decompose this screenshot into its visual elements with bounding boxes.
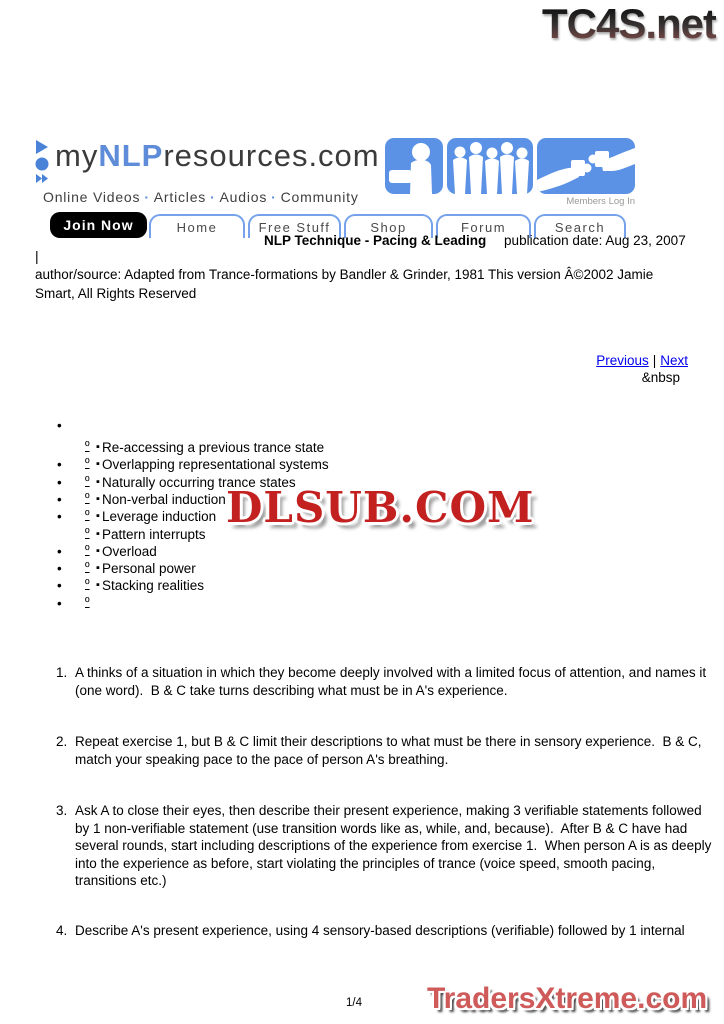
play-icon — [36, 140, 48, 154]
fast-forward-icon — [36, 174, 48, 183]
list-item — [50, 578, 480, 596]
square-bullet-icon: ▪ — [96, 562, 100, 574]
disc-bullet-icon: • — [57, 596, 62, 611]
tab-free-stuff[interactable]: Free Stuff — [248, 214, 341, 238]
banner-community-group-icon — [447, 138, 533, 194]
ordinal-marker-icon: º — [85, 543, 90, 557]
list-item — [50, 440, 480, 458]
list-item-text: Naturally occurring trance states — [102, 475, 296, 490]
tab-home[interactable]: Home — [149, 214, 245, 238]
tab-shop[interactable]: Shop — [344, 214, 433, 238]
square-bullet-icon: ▪ — [96, 528, 100, 540]
tagline-item: Audios — [219, 189, 268, 205]
disc-bullet-icon: • — [57, 492, 62, 507]
publication-date: publication date: Aug 23, 2007 — [504, 233, 686, 248]
next-link[interactable]: Next — [660, 353, 688, 368]
tagline-separator-icon: · — [144, 189, 150, 205]
pipe-character: | — [35, 248, 39, 264]
list-item-text: Overload — [102, 544, 157, 559]
logo-text — [55, 138, 380, 174]
site-tagline — [43, 189, 380, 205]
banner-puzzle-hands-icon — [537, 138, 635, 194]
square-bullet-icon: ▪ — [96, 545, 100, 557]
list-item — [50, 596, 480, 614]
dot-icon — [36, 158, 49, 171]
disc-bullet-icon: • — [57, 509, 62, 524]
tagline-separator-icon: · — [271, 189, 277, 205]
exercise-text: Ask A to close their eyes, then describe their present experience, making 3 verifiable statements followed by 1 non-verifiable statement (use transition words like as, while, and, because). After B & C have had several rounds, start including descriptions of the experience from exercise 1. When person A is as deeply into the experience as before, start violating the principles of trance (voice speed, smooth pacing, transitions etc.) — [75, 803, 716, 888]
exercise-item — [56, 922, 716, 940]
logo-prefix: my — [55, 138, 99, 173]
tab-forum[interactable]: Forum — [436, 214, 531, 238]
tagline-item: Articles — [153, 189, 207, 205]
ordinal-marker-icon: º — [85, 491, 90, 505]
site-logo[interactable] — [33, 138, 380, 205]
square-bullet-icon: ▪ — [96, 476, 100, 488]
header-banner — [385, 138, 635, 208]
list-item-text: Re-accessing a previous trance state — [102, 440, 325, 455]
exercise-item — [56, 664, 716, 699]
list-item-text: Non-verbal induction — [102, 492, 226, 507]
exercise-number: 3. — [56, 803, 68, 818]
list-item — [50, 544, 480, 562]
ordinal-marker-icon: º — [85, 526, 90, 540]
article-title-row — [264, 233, 686, 248]
exercise-number: 1. — [56, 665, 68, 680]
list-item — [50, 418, 480, 436]
list-item-text: Pattern interrupts — [102, 527, 206, 542]
author-source: author/source: Adapted from Trance-formations by Bandler & Grinder, 1981 This version Â©2002 Jamie Smart, All Rights Reserved — [35, 267, 654, 301]
tc4s-watermark: TC4S.net — [541, 0, 716, 47]
square-bullet-icon: ▪ — [96, 441, 100, 453]
page-number: 1/4 — [346, 997, 362, 1009]
ordinal-marker-icon: º — [85, 439, 90, 453]
disc-bullet-icon: • — [57, 457, 62, 472]
tagline-item: Community — [280, 189, 359, 205]
pagination-links — [596, 353, 688, 368]
media-player-icon — [33, 140, 53, 186]
tagline-item: Online Videos — [43, 189, 141, 205]
disc-bullet-icon: • — [57, 578, 62, 593]
disc-bullet-icon: • — [57, 475, 62, 490]
article-pagination — [596, 353, 688, 385]
square-bullet-icon: ▪ — [96, 579, 100, 591]
banner-video-person-icon — [385, 138, 443, 194]
disc-bullet-icon: • — [57, 544, 62, 559]
list-item-text: Leverage induction — [102, 509, 217, 524]
logo-suffix: resources.com — [163, 138, 380, 173]
previous-link[interactable]: Previous — [596, 353, 649, 368]
ordinal-marker-icon: º — [85, 508, 90, 522]
tab-join-now[interactable]: Join Now — [50, 212, 147, 238]
square-bullet-icon: ▪ — [96, 510, 100, 522]
exercise-item — [56, 802, 716, 890]
tab-search[interactable]: Search — [534, 214, 626, 238]
list-item-text: Overlapping representational systems — [102, 457, 329, 472]
ordinal-marker-icon: º — [85, 595, 90, 609]
members-log-in-link[interactable]: Members Log In — [566, 196, 635, 207]
exercise-number: 2. — [56, 734, 68, 749]
tagline-separator-icon: · — [210, 189, 216, 205]
list-item-text: Personal power — [102, 561, 196, 576]
logo-highlight: NLP — [98, 138, 164, 173]
exercise-text: A thinks of a situation in which they become deeply involved with a limited focus of attention, and names it (one word). B & C take turns describing what must be in A's experience. — [75, 665, 710, 698]
square-bullet-icon: ▪ — [96, 493, 100, 505]
exercise-text: Describe A's present experience, using 4 sensory-based descriptions (verifiable) followed by 1 internal — [75, 923, 685, 938]
ordinal-marker-icon: º — [85, 474, 90, 488]
exercise-item — [56, 733, 716, 768]
square-bullet-icon: ▪ — [96, 458, 100, 470]
list-item-text: Stacking realities — [102, 578, 205, 593]
disc-bullet-icon: • — [57, 561, 62, 576]
tradersxtreme-watermark: TradersXtreme.com — [427, 982, 708, 1015]
pagination-separator: | — [652, 353, 657, 368]
exercise-text: Repeat exercise 1, but B & C limit their descriptions to what must be there in sensory experience. B & C, match your speaking pace to the pace of person A's breathing. — [75, 734, 706, 767]
disc-bullet-icon: • — [57, 418, 62, 433]
nbsp-text: &nbsp — [641, 370, 680, 385]
ordinal-marker-icon: º — [85, 577, 90, 591]
exercise-number: 4. — [56, 923, 68, 938]
dlsub-watermark: DLSUB.COM — [226, 483, 535, 532]
page-title: NLP Technique - Pacing & Leading — [264, 233, 487, 248]
list-item — [50, 561, 480, 579]
ordinal-marker-icon: º — [85, 456, 90, 470]
list-item — [50, 457, 480, 475]
ordinal-marker-icon: º — [85, 560, 90, 574]
